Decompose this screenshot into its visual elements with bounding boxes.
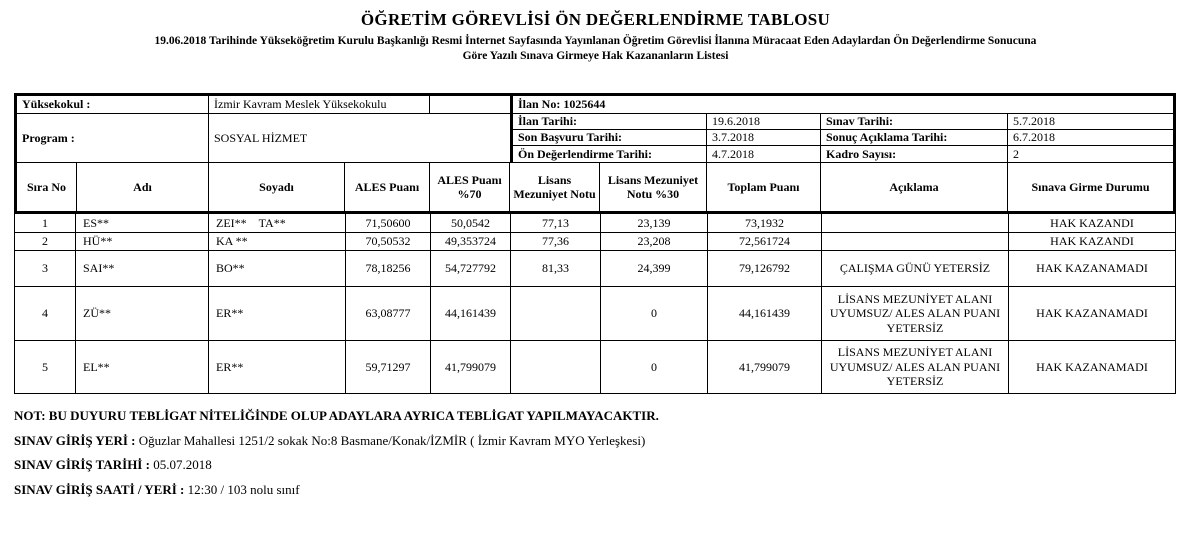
table-cell: 4 <box>15 287 76 341</box>
table-cell: ZEI** TA** <box>209 214 346 233</box>
table-cell: BO** <box>209 251 346 287</box>
table-cell: ER** <box>209 341 346 393</box>
note-tebligat: NOT: BU DUYURU TEBLİGAT NİTELİĞİNDE OLUP ADAYLARA AYRICA TEBLİGAT YAPILMAYACAKTIR. <box>14 408 659 423</box>
table-header-block <box>14 93 1176 214</box>
table-cell <box>511 287 601 341</box>
table-cell: 54,727792 <box>431 251 511 287</box>
table-cell: ES** <box>76 214 209 233</box>
table-cell: 49,353724 <box>431 233 511 251</box>
table-cell: HAK KAZANAMADI <box>1009 287 1175 341</box>
table-cell: 5 <box>15 341 76 393</box>
table-cell: HÜ** <box>76 233 209 251</box>
table-cell: 73,1932 <box>708 214 822 233</box>
table-cell: 81,33 <box>511 251 601 287</box>
table-cell <box>511 341 601 393</box>
table-cell <box>822 233 1009 251</box>
evaluation-table <box>14 93 1176 394</box>
note-sinav-giris-saati <box>14 482 659 498</box>
column-header: Adı <box>77 163 209 211</box>
on-degerlendirme-value: 4.7.2018 <box>707 146 821 162</box>
ilan-tarihi-value: 19.6.2018 <box>707 114 821 130</box>
table-cell: 3 <box>15 251 76 287</box>
table-cell: 78,18256 <box>346 251 431 287</box>
table-cell: ZÜ** <box>76 287 209 341</box>
table-cell: ÇALIŞMA GÜNÜ YETERSİZ <box>822 251 1009 287</box>
column-header: Soyadı <box>209 163 345 211</box>
table-cell: KA ** <box>209 233 346 251</box>
yuksekokul-value: İzmir Kavram Meslek Yüksekokulu <box>209 96 430 114</box>
table-cell: 0 <box>601 341 708 393</box>
table-cell: 24,399 <box>601 251 708 287</box>
table-cell: HAK KAZANDI <box>1009 214 1175 233</box>
yuksekokul-label: Yüksekokul : <box>17 96 209 114</box>
sinav-giris-saati-value: 12:30 / 103 nolu sınıf <box>187 481 300 497</box>
table-cell: 0 <box>601 287 708 341</box>
table-cell: 71,50600 <box>346 214 431 233</box>
table-cell: 59,71297 <box>346 341 431 393</box>
table-cell: LİSANS MEZUNİYET ALANI UYUMSUZ/ ALES ALAN PUANI YETERSİZ <box>822 341 1009 393</box>
table-cell: 77,36 <box>511 233 601 251</box>
sinav-giris-saati-label: SINAV GİRİŞ SAATİ / YERİ : <box>14 481 188 497</box>
table-cell: 41,799079 <box>431 341 511 393</box>
column-header: Lisans Mezuniyet Notu <box>510 163 600 211</box>
info-grid <box>17 96 1173 162</box>
table-cell: 50,0542 <box>431 214 511 233</box>
column-header: ALES Puanı %70 <box>430 163 510 211</box>
ilan-no: İlan No: 1025644 <box>510 96 1173 114</box>
table-cell: LİSANS MEZUNİYET ALANI UYUMSUZ/ ALES ALAN PUANI YETERSİZ <box>822 287 1009 341</box>
column-header: Sınava Girme Durumu <box>1031 179 1150 194</box>
subtitle-line-2: Göre Yazılı Sınava Girmeye Hak Kazananların Listesi <box>462 50 729 62</box>
table-cell: HAK KAZANAMADI <box>1036 359 1148 374</box>
sinav-tarihi-label: Sınav Tarihi: <box>821 114 1008 130</box>
document-header <box>0 10 1191 62</box>
empty-cell <box>430 96 510 114</box>
column-header: Açıklama <box>821 163 1008 211</box>
table-cell <box>822 214 1009 233</box>
table-body <box>14 214 1176 394</box>
column-header-row <box>17 162 1173 211</box>
table-cell: SAI** <box>76 251 209 287</box>
table-cell: 23,139 <box>601 214 708 233</box>
table-cell: 44,161439 <box>431 287 511 341</box>
sinav-giris-tarihi-label: SINAV GİRİŞ TARİHİ : <box>14 457 154 472</box>
program-value: SOSYAL HİZMET <box>214 130 308 145</box>
sinav-giris-yeri-label: SINAV GİRİŞ YERİ : <box>14 432 139 448</box>
table-cell: 79,126792 <box>708 251 822 287</box>
table-cell: 63,08777 <box>346 287 431 341</box>
kadro-sayisi-label: Kadro Sayısı: <box>821 146 1008 162</box>
son-basvuru-value: 3.7.2018 <box>707 130 821 146</box>
column-header: Sıra No <box>17 163 77 211</box>
table-cell: 2 <box>15 233 76 251</box>
table-cell: HAK KAZANDI <box>1009 233 1175 251</box>
page-title: ÖĞRETİM GÖREVLİSİ ÖN DEĞERLENDİRME TABLOSU <box>360 10 831 29</box>
note-sinav-giris-tarihi <box>14 457 659 473</box>
sinav-giris-yeri-value: Oğuzlar Mahallesi 1251/2 sokak No:8 Basmane/Konak/İZMİR ( İzmir Kavram MYO Yerleşkesi) <box>138 432 646 448</box>
column-header: ALES Puanı <box>345 163 430 211</box>
table-cell: EL** <box>76 341 209 393</box>
table-cell: 1 <box>15 214 76 233</box>
column-header: Lisans Mezuniyet Notu %30 <box>600 163 707 211</box>
sinav-tarihi-value: 5.7.2018 <box>1008 114 1173 130</box>
on-degerlendirme-label: Ön Değerlendirme Tarihi: <box>510 146 707 162</box>
table-cell: ER** <box>209 287 346 341</box>
footer-notes <box>14 408 659 506</box>
son-basvuru-label: Son Başvuru Tarihi: <box>510 130 707 146</box>
table-cell: 72,561724 <box>708 233 822 251</box>
sinav-giris-tarihi-value: 05.07.2018 <box>153 457 212 472</box>
table-cell: 70,50532 <box>346 233 431 251</box>
note-sinav-giris-yeri <box>14 433 659 449</box>
ilan-tarihi-label: İlan Tarihi: <box>510 114 707 130</box>
column-header: Toplam Puanı <box>707 163 821 211</box>
sonuc-aciklama-label: Sonuç Açıklama Tarihi: <box>821 130 1008 146</box>
program-label: Program : <box>17 114 209 162</box>
table-cell: 41,799079 <box>708 341 822 393</box>
table-cell: 77,13 <box>511 214 601 233</box>
kadro-sayisi-value: 2 <box>1013 146 1019 161</box>
table-cell: 44,161439 <box>708 287 822 341</box>
data-grid <box>15 214 1175 393</box>
table-cell: 23,208 <box>601 233 708 251</box>
subtitle-line-1: 19.06.2018 Tarihinde Yükseköğretim Kurulu Başkanlığı Resmi İnternet Sayfasında Yayınlanan Öğretim Görevlisi İlanına Müracaat Eden Adaylardan Ön Değerlendirme Sonucuna <box>154 35 1037 47</box>
table-cell: HAK KAZANAMADI <box>1009 251 1175 287</box>
sonuc-aciklama-value: 6.7.2018 <box>1008 130 1173 146</box>
